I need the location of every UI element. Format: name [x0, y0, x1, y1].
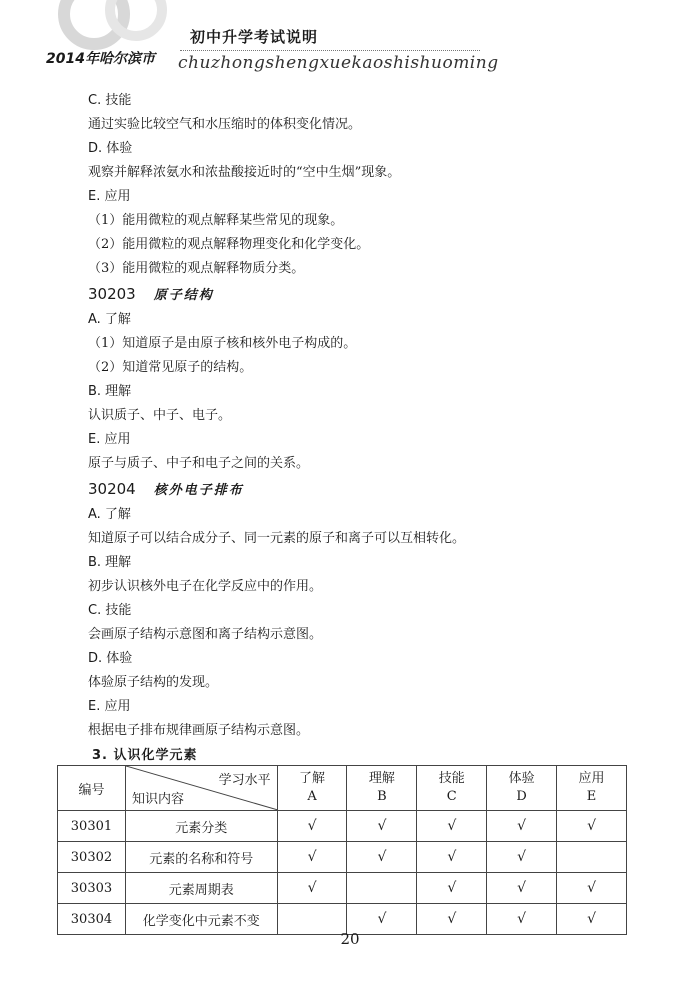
- level-name: 体验: [508, 771, 535, 786]
- check-mark-icon: √: [517, 911, 527, 927]
- body-line: （3）能用微粒的观点解释物质分类。: [88, 261, 305, 276]
- table-row: [58, 842, 627, 873]
- header-code: 编号: [58, 766, 126, 811]
- table-header-row: [58, 766, 627, 811]
- diag-top-label: 学习水平: [218, 773, 271, 788]
- row-code: 30302: [58, 842, 126, 873]
- section-name: 核外电子排布: [153, 483, 244, 498]
- table-row: [58, 811, 627, 842]
- level-name: 了解: [299, 771, 326, 786]
- level-letter: B: [377, 789, 387, 804]
- section-name: 原子结构: [153, 288, 214, 303]
- check-mark-icon: √: [447, 818, 457, 834]
- check-cell: [277, 873, 347, 904]
- level-label: C. 技能: [88, 93, 132, 108]
- level-letter: A: [307, 789, 317, 804]
- check-mark-icon: √: [447, 849, 457, 865]
- check-mark-icon: √: [517, 818, 527, 834]
- level-col-0: [277, 766, 347, 811]
- level-col-3: [487, 766, 557, 811]
- table-body: [58, 811, 627, 935]
- section-code: 30203: [88, 285, 136, 303]
- section-heading: [88, 479, 244, 498]
- level-label: A. 了解: [88, 507, 131, 522]
- check-cell: [557, 842, 627, 873]
- check-cell: [487, 873, 557, 904]
- level-label: E. 应用: [88, 432, 131, 447]
- level-label: E. 应用: [88, 699, 131, 714]
- level-label: A. 了解: [88, 312, 131, 327]
- check-cell: [417, 873, 487, 904]
- knowledge-level-table: [57, 765, 627, 935]
- level-letter: E: [586, 789, 597, 804]
- check-mark-icon: √: [307, 880, 317, 896]
- check-mark-icon: √: [517, 849, 527, 865]
- level-label: B. 理解: [88, 555, 132, 570]
- level-letter: D: [516, 789, 527, 804]
- row-code: 30303: [58, 873, 126, 904]
- table-row: [58, 873, 627, 904]
- check-cell: [417, 842, 487, 873]
- body-line: 初步认识核外电子在化学反应中的作用。: [88, 579, 323, 594]
- body-line: 原子与质子、中子和电子之间的关系。: [88, 456, 310, 471]
- check-mark-icon: √: [447, 911, 457, 927]
- body-line: （1）知道原子是由原子核和核外电子构成的。: [88, 336, 357, 351]
- level-label: D. 体验: [88, 651, 133, 666]
- check-cell: [557, 873, 627, 904]
- level-label: C. 技能: [88, 603, 132, 618]
- table-title: 3. 认识化学元素: [92, 748, 198, 763]
- row-content: 化学变化中元素不变: [125, 904, 277, 935]
- header-pinyin: chuzhongshengxuekaoshishuoming: [178, 53, 499, 73]
- level-col-2: [417, 766, 487, 811]
- check-mark-icon: √: [587, 818, 596, 834]
- body-line: （1）能用微粒的观点解释某些常见的现象。: [88, 213, 344, 228]
- check-cell: [487, 811, 557, 842]
- level-name: 应用: [578, 771, 605, 786]
- header-year-city: 2014年哈尔滨市: [46, 51, 155, 67]
- level-label: E. 应用: [88, 189, 131, 204]
- body-line: （2）能用微粒的观点解释物理变化和化学变化。: [88, 237, 370, 252]
- body-line: 知道原子可以结合成分子、同一元素的原子和离子可以互相转化。: [88, 531, 466, 546]
- check-cell: [347, 842, 417, 873]
- check-mark-icon: √: [377, 849, 387, 865]
- section-code: 30204: [88, 480, 136, 498]
- header-divider: [180, 50, 480, 51]
- check-cell: [557, 811, 627, 842]
- check-mark-icon: √: [377, 911, 387, 927]
- body-line: 根据电子排布规律画原子结构示意图。: [88, 723, 310, 738]
- body-line: 认识质子、中子、电子。: [88, 408, 232, 423]
- diag-bottom-label: 知识内容: [131, 792, 184, 807]
- check-cell: [347, 873, 417, 904]
- check-cell: [487, 842, 557, 873]
- body-line: 体验原子结构的发现。: [88, 675, 219, 690]
- body-line: 通过实验比较空气和水压缩时的体积变化情况。: [88, 117, 362, 132]
- check-mark-icon: √: [587, 880, 596, 896]
- level-col-1: [347, 766, 417, 811]
- level-col-4: [557, 766, 627, 811]
- check-mark-icon: √: [587, 911, 596, 927]
- section-heading: [88, 284, 214, 303]
- row-code: 30301: [58, 811, 126, 842]
- header-diagonal-cell: [125, 766, 277, 811]
- check-cell: [277, 811, 347, 842]
- level-label: D. 体验: [88, 141, 133, 156]
- body-line: （2）知道常见原子的结构。: [88, 360, 253, 375]
- check-cell: [277, 842, 347, 873]
- check-mark-icon: √: [447, 880, 457, 896]
- row-code: 30304: [58, 904, 126, 935]
- row-content: 元素分类: [125, 811, 277, 842]
- level-name: 技能: [438, 771, 465, 786]
- body-line: 会画原子结构示意图和离子结构示意图。: [88, 627, 323, 642]
- check-cell: [417, 811, 487, 842]
- body-line: 观察并解释浓氨水和浓盐酸接近时的“空中生烟”现象。: [88, 165, 401, 180]
- check-mark-icon: √: [377, 818, 387, 834]
- level-letter: C: [446, 789, 457, 804]
- level-name: 理解: [368, 771, 395, 786]
- page-number: 20: [340, 930, 360, 948]
- check-mark-icon: √: [517, 880, 527, 896]
- level-label: B. 理解: [88, 384, 132, 399]
- check-cell: [347, 811, 417, 842]
- row-content: 元素的名称和符号: [125, 842, 277, 873]
- check-mark-icon: √: [307, 849, 317, 865]
- check-mark-icon: √: [307, 818, 317, 834]
- row-content: 元素周期表: [125, 873, 277, 904]
- header-title: 初中升学考试说明: [190, 28, 319, 46]
